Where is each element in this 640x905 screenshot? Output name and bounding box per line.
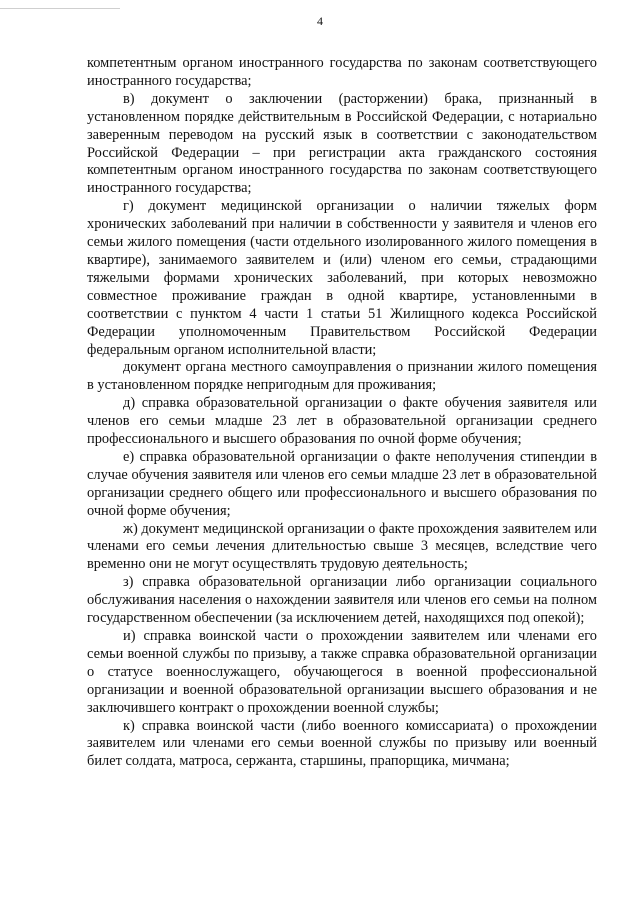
page-number: 4 xyxy=(317,14,323,28)
document-body xyxy=(87,55,597,771)
paragraph-item-v: в) документ о заключении (расторжении) брака, признанный в установленном порядке действительным в Российской Федерации, с нотариально заверенным переводом на русский язык в соответствии с законодательством Российской Федерации – при регистрации акта гражданского состояния компетентным органом иностранного государства по законам соответствующего иностранного государства; xyxy=(87,90,597,197)
paragraph-item-i: и) справка воинской части о прохождении заявителем или членами его семьи военной службы по призыву, а также справка образовательной организации о статусе военнослужащего, обучающегося в военной профессиональной организации и военной образовательной организации высшего образования и не заключившего контракт о прохождении военной службы; xyxy=(87,628,597,716)
paragraph-item-e: е) справка образовательной организации о факте неполучения стипендии в случае обучения заявителя или членов его семьи младше 23 лет в образовательной организации среднего общего или профессионального и высшего образования по очной форме обучения; xyxy=(87,448,597,519)
paragraph-local-authority-document: документ органа местного самоуправления о признании жилого помещения в установленном порядке непригодным для проживания; xyxy=(87,359,597,394)
paragraph-item-k: к) справка воинской части (либо военного комиссариата) о прохождении заявителем или членами его семьи военной службы по призыву или военный билет солдата, матроса, сержанта, старшины, прапорщика, мичмана; xyxy=(87,717,597,770)
scan-edge-line xyxy=(0,8,120,9)
paragraph-item-z: з) справка образовательной организации либо организации социального обслуживания населения о нахождении заявителя или членов его семьи на полном государственном обеспечении (за исключением детей, находящихся под опекой); xyxy=(87,574,597,627)
paragraph-continuation: компетентным органом иностранного государства по законам соответствующего иностранного государства; xyxy=(87,55,597,89)
paragraph-item-d: д) справка образовательной организации о факте обучения заявителя или членов его семьи младше 23 лет в образовательной организации среднего профессионального и высшего образования по очной форме обучения; xyxy=(87,395,597,448)
paragraph-item-g: г) документ медицинской организации о наличии тяжелых форм хронических заболеваний при наличии в собственности у заявителя и членов его семьи жилого помещения (части отдельного изолированного жилого помещения в квартире), занимаемого заявителем и (или) членом его семьи, страдающими тяжелыми формами хронических заболеваний, при которых невозможно совместное проживание граждан в одной квартире, установленными в соответствии с пунктом 4 части 1 статьи 51 Жилищного кодекса Российской Федерации уполномоченным Правительством Российской Федерации федеральным органом исполнительной власти; xyxy=(87,198,597,358)
paragraph-item-zh: ж) документ медицинской организации о факте прохождения заявителем или членами его семьи лечения длительностью свыше 3 месяцев, вследствие чего временно они не могут осуществлять трудовую деятельность; xyxy=(87,520,597,573)
